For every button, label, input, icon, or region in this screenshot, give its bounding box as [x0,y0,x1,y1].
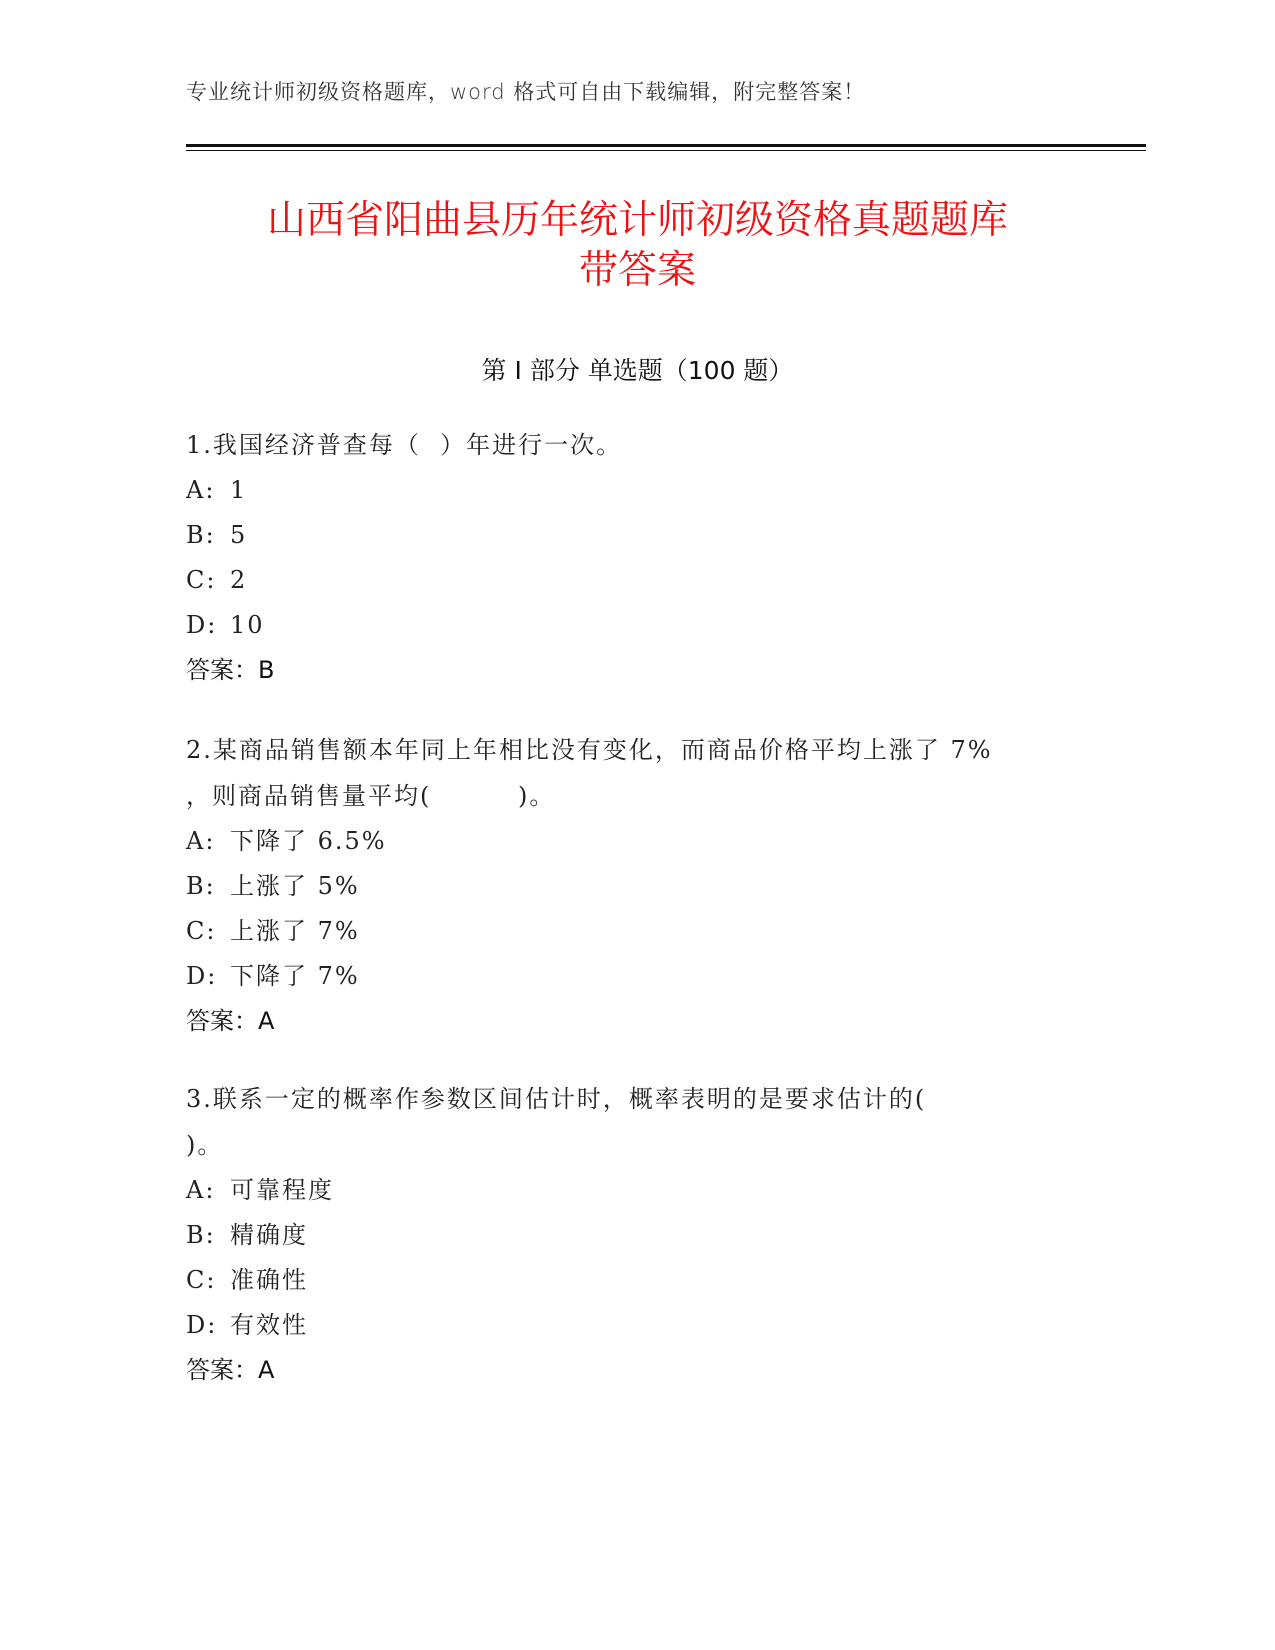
option-text: 上涨了 5% [230,872,360,900]
option-text: 上涨了 7% [230,917,360,945]
option-key: B: [186,872,216,900]
option-c [186,1258,1066,1303]
option-key: B: [186,1221,216,1249]
answer-label: 答案：A [186,1007,275,1035]
header-rule-thin [186,150,1146,151]
answer-label: 答案：A [186,1356,275,1384]
option-b [186,513,1066,558]
option-a [186,468,1066,513]
option-key: D: [186,1311,218,1339]
question-1 [186,422,1066,692]
section-heading: 第 I 部分 单选题（100 题） [481,356,794,385]
option-text: 10 [230,611,265,639]
question-stem: 3.联系一定的概率作参数区间估计时，概率表明的是要求估计的( [186,1085,927,1113]
option-key: A: [186,1176,216,1204]
option-key: A: [186,476,216,504]
option-text: 有效性 [230,1311,308,1339]
option-b [186,1213,1066,1258]
question-stem: 1.我国经济普查每（ ）年进行一次。 [186,431,623,459]
option-a [186,1168,1066,1213]
option-key: A: [186,827,216,855]
question-stem-continued: )。 [186,1131,224,1159]
option-d [186,954,1066,999]
option-key: D: [186,611,218,639]
option-key: C: [186,917,217,945]
option-text: 精确度 [230,1221,308,1249]
option-d [186,603,1066,648]
document-title [160,196,1115,296]
question-stem-continued: ，则商品销售量平均( )。 [186,782,556,810]
document-title-line2: 带答案 [578,248,696,293]
answer-label: 答案：B [186,656,275,684]
option-key: C: [186,1266,217,1294]
header-rule-thick [186,144,1146,147]
header-note: 专业统计师初级资格题库，word 格式可自由下载编辑，附完整答案！ [186,80,866,104]
option-c [186,909,1066,954]
question-stem: 2.某商品销售额本年同上年相比没有变化，而商品价格平均上涨了 7% [186,736,993,764]
option-key: C: [186,566,217,594]
option-text: 可靠程度 [230,1176,334,1204]
option-b [186,864,1066,909]
question-2 [186,727,1066,1043]
option-text: 下降了 7% [230,962,360,990]
option-text: 准确性 [230,1266,308,1294]
option-text: 5 [230,521,248,549]
option-a [186,819,1066,864]
option-text: 2 [230,566,248,594]
option-text: 1 [230,476,248,504]
option-text: 下降了 6.5% [230,827,387,855]
option-key: B: [186,521,216,549]
question-3 [186,1076,1066,1392]
document-title-line1: 山西省阳曲县历年统计师初级资格真题题库 [266,198,1008,243]
option-c [186,558,1066,603]
option-key: D: [186,962,218,990]
option-d [186,1303,1066,1348]
